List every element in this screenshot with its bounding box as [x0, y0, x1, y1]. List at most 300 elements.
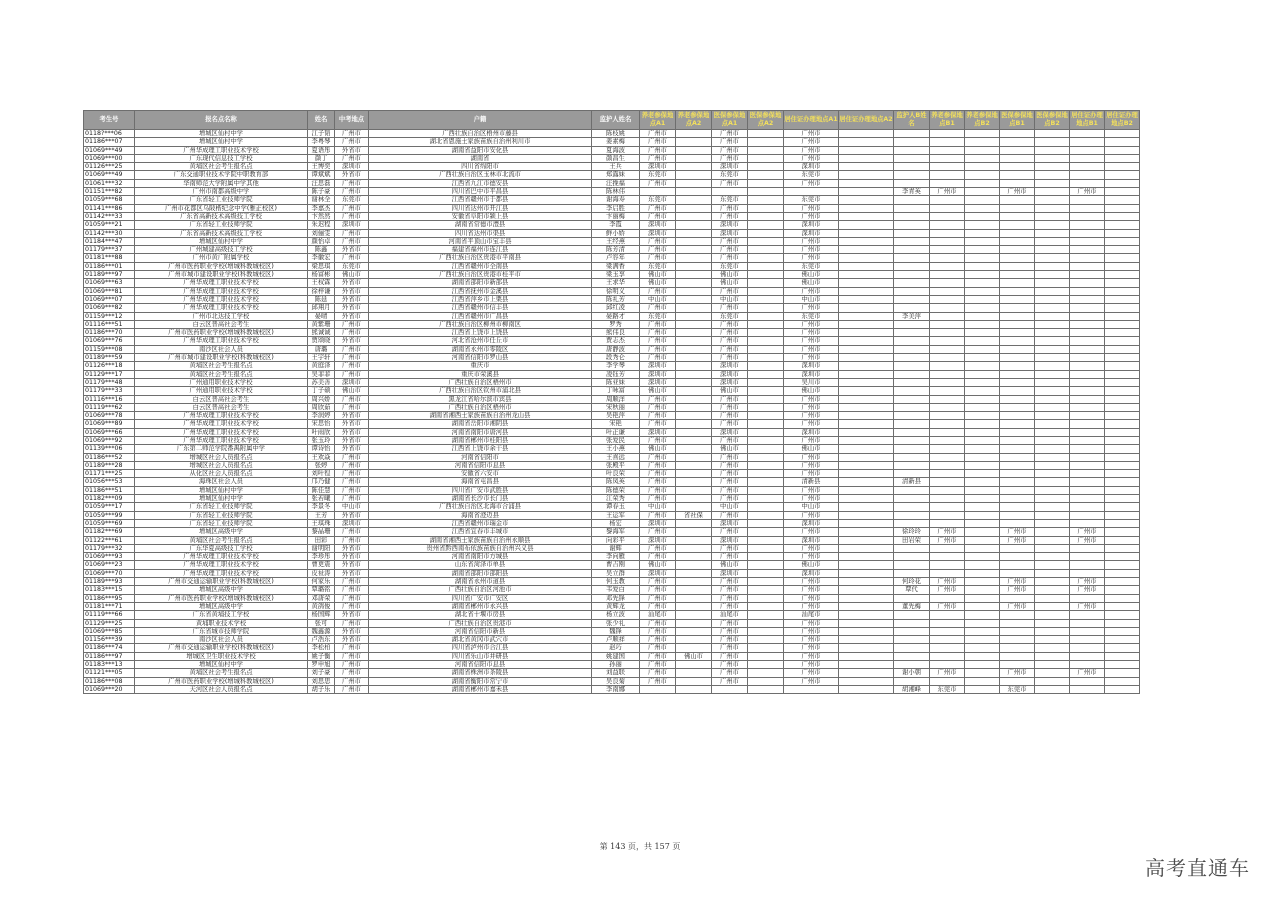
table-cell: 叶雨欣	[308, 428, 335, 436]
table-cell	[965, 362, 1000, 370]
table-cell: 外省市	[335, 337, 369, 345]
table-cell: 广州市	[640, 179, 676, 187]
table-cell	[839, 271, 894, 279]
table-cell	[1035, 519, 1070, 527]
table-cell	[748, 221, 784, 229]
table-cell	[712, 188, 748, 196]
table-cell	[1070, 204, 1105, 212]
table-cell: 邱红凌	[592, 304, 640, 312]
table-cell	[1105, 519, 1140, 527]
table-cell: 谢林全	[308, 196, 335, 204]
table-cell	[1070, 130, 1105, 138]
table-cell: 湖南省郴州市永兴县	[369, 602, 592, 610]
table-cell: 广州市	[335, 685, 369, 693]
table-cell	[1070, 420, 1105, 428]
table-cell	[1035, 179, 1070, 187]
table-cell: 邱翔月	[308, 304, 335, 312]
table-cell: 张可	[308, 619, 335, 627]
table-cell	[894, 337, 930, 345]
table-cell	[839, 171, 894, 179]
table-cell: 胡子乐	[308, 685, 335, 693]
table-row	[84, 519, 1140, 527]
table-cell	[839, 362, 894, 370]
table-cell: 东莞市	[930, 685, 965, 693]
table-cell	[784, 685, 839, 693]
table-cell	[839, 354, 894, 362]
table-cell	[1000, 594, 1035, 602]
table-cell: 广州市	[1000, 528, 1035, 536]
table-cell	[676, 478, 712, 486]
table-cell	[676, 436, 712, 444]
table-cell	[965, 586, 1000, 594]
table-cell	[930, 146, 965, 154]
table-cell	[839, 370, 894, 378]
table-cell	[676, 428, 712, 436]
table-cell: 01189***28	[84, 461, 135, 469]
table-cell: 广州市	[930, 669, 965, 677]
table-cell: 四川省乐山市井研县	[369, 652, 592, 660]
table-cell: 陈凤英	[592, 478, 640, 486]
table-cell: 广州市	[784, 254, 839, 262]
table-cell	[748, 354, 784, 362]
table-cell	[1105, 685, 1140, 693]
table-cell	[930, 254, 965, 262]
table-row	[84, 445, 1140, 453]
table-cell: 广州市	[712, 395, 748, 403]
table-cell	[1000, 329, 1035, 337]
table-cell	[839, 163, 894, 171]
table-cell: 深圳市	[712, 229, 748, 237]
column-header: 居住证办理地点A2	[839, 111, 894, 130]
table-cell: 外省市	[335, 636, 369, 644]
table-cell	[1105, 536, 1140, 544]
table-cell	[839, 204, 894, 212]
table-cell	[676, 403, 712, 411]
table-cell: 01069***82	[84, 304, 135, 312]
table-cell	[748, 569, 784, 577]
table-cell	[748, 138, 784, 146]
table-cell: 01141***86	[84, 204, 135, 212]
table-cell: 广州市	[784, 470, 839, 478]
table-cell	[676, 295, 712, 303]
table-cell	[839, 387, 894, 395]
table-cell: 广州市	[712, 619, 748, 627]
table-cell	[1035, 196, 1070, 204]
table-cell	[839, 619, 894, 627]
table-cell: 卞然然	[308, 212, 335, 220]
table-cell	[839, 212, 894, 220]
table-cell	[930, 395, 965, 403]
table-cell	[748, 586, 784, 594]
table-cell	[965, 536, 1000, 544]
table-cell	[1105, 636, 1140, 644]
table-cell	[1035, 387, 1070, 395]
table-cell	[676, 553, 712, 561]
table-cell	[965, 685, 1000, 693]
table-cell	[1070, 154, 1105, 162]
table-cell	[676, 204, 712, 212]
table-cell: 姚子衡	[308, 652, 335, 660]
table-cell	[894, 395, 930, 403]
table-cell: 广州市	[784, 553, 839, 561]
table-cell	[1105, 179, 1140, 187]
table-cell: 李向雁	[592, 553, 640, 561]
table-cell: 广东省黄埔技工学校	[135, 611, 308, 619]
table-cell: 广西壮族自治区贵港市平南县	[369, 254, 592, 262]
table-cell	[1070, 312, 1105, 320]
table-cell	[894, 428, 930, 436]
table-cell	[748, 669, 784, 677]
table-cell: 罗申旭	[308, 661, 335, 669]
table-cell	[1000, 420, 1035, 428]
table-cell	[894, 329, 930, 337]
table-cell: 广州市	[784, 146, 839, 154]
table-cell: 01129***25	[84, 619, 135, 627]
table-cell: 外省市	[335, 304, 369, 312]
table-cell	[1070, 329, 1105, 337]
table-cell	[1035, 428, 1070, 436]
table-cell	[930, 420, 965, 428]
table-cell: 广州市	[335, 154, 369, 162]
table-cell	[676, 237, 712, 245]
table-cell	[1105, 229, 1140, 237]
table-cell: 深圳市	[640, 569, 676, 577]
table-cell: 广州市	[335, 403, 369, 411]
table-cell	[712, 685, 748, 693]
table-cell	[1035, 611, 1070, 619]
table-cell: 李霞	[592, 221, 640, 229]
table-cell: 广州市	[930, 536, 965, 544]
table-cell	[1035, 403, 1070, 411]
table-cell	[1035, 528, 1070, 536]
table-cell: 湖南省永州市道县	[369, 578, 592, 586]
table-cell	[930, 594, 965, 602]
table-cell: 佛山市	[784, 271, 839, 279]
table-cell: 0118?***06	[84, 130, 135, 138]
table-cell	[965, 669, 1000, 677]
table-cell: 四川省绵阳市	[369, 163, 592, 171]
table-cell	[676, 669, 712, 677]
table-cell	[1105, 420, 1140, 428]
table-cell: 颜丁	[308, 154, 335, 162]
table-cell: 广州市	[712, 594, 748, 602]
table-cell: 海珠区社会人员	[135, 478, 308, 486]
table-cell: 01159***12	[84, 312, 135, 320]
table-cell	[1070, 378, 1105, 386]
table-cell: 广州市	[335, 486, 369, 494]
table-row	[84, 154, 1140, 162]
table-row	[84, 262, 1140, 270]
table-cell	[676, 287, 712, 295]
table-cell: 广州华成理工职业技术学校	[135, 279, 308, 287]
table-cell: 广州市	[784, 436, 839, 444]
table-row	[84, 528, 1140, 536]
table-row	[84, 188, 1140, 196]
table-cell: 01059***69	[84, 519, 135, 527]
table-cell	[965, 271, 1000, 279]
table-cell: 中山市	[335, 503, 369, 511]
table-cell	[1035, 378, 1070, 386]
table-cell	[930, 337, 965, 345]
table-cell: 增城区仙村中学	[135, 138, 308, 146]
table-cell: 01069***07	[84, 295, 135, 303]
table-cell: 深圳市	[712, 428, 748, 436]
table-cell: 熊诚诚	[308, 329, 335, 337]
table-cell	[965, 602, 1000, 610]
table-cell	[1070, 661, 1105, 669]
table-cell: 广州市	[335, 602, 369, 610]
table-cell	[1105, 188, 1140, 196]
table-cell	[1070, 387, 1105, 395]
table-cell	[1105, 602, 1140, 610]
table-cell: 01189***93	[84, 578, 135, 586]
table-cell	[676, 387, 712, 395]
table-cell	[748, 329, 784, 337]
table-cell	[965, 229, 1000, 237]
table-cell: 晏路才	[592, 312, 640, 320]
table-cell	[1105, 445, 1140, 453]
table-cell	[1105, 387, 1140, 395]
column-header: 户籍	[369, 111, 592, 130]
table-cell: 01159***08	[84, 345, 135, 353]
table-row	[84, 428, 1140, 436]
table-cell: 湖北省黄冈市武穴市	[369, 636, 592, 644]
table-cell: 广州市	[712, 478, 748, 486]
table-cell: 广州市城市建设职业学校(科教城校区)	[135, 271, 308, 279]
table-cell	[894, 237, 930, 245]
table-cell	[930, 511, 965, 519]
table-cell: 河南省信阳市罗山县	[369, 354, 592, 362]
table-cell	[1035, 395, 1070, 403]
table-cell: 广州市	[335, 212, 369, 220]
table-row	[84, 578, 1140, 586]
table-cell: 凌钰芳	[592, 370, 640, 378]
table-cell	[1105, 304, 1140, 312]
table-cell: 01069***23	[84, 561, 135, 569]
table-row	[84, 636, 1140, 644]
table-cell	[965, 378, 1000, 386]
table-cell	[640, 685, 676, 693]
table-cell	[676, 569, 712, 577]
table-cell	[839, 287, 894, 295]
table-cell: 广州城建高级技工学校	[135, 246, 308, 254]
table-cell	[1000, 295, 1035, 303]
table-row	[84, 196, 1140, 204]
table-cell	[748, 528, 784, 536]
table-row	[84, 395, 1140, 403]
table-cell: 江西省上饶市上饶县	[369, 329, 592, 337]
table-cell: 向彩平	[592, 536, 640, 544]
table-cell: 01056***53	[84, 478, 135, 486]
table-cell: 湖南省永州市零陵区	[369, 345, 592, 353]
table-cell: 广州市	[335, 644, 369, 652]
table-cell: 广东省轻工业技师学院	[135, 503, 308, 511]
table-cell	[1070, 644, 1105, 652]
table-cell: 广州市	[335, 138, 369, 146]
table-cell	[930, 478, 965, 486]
table-cell	[748, 495, 784, 503]
table-cell: 华南师范大学附属中学其他	[135, 179, 308, 187]
table-row	[84, 403, 1140, 411]
table-cell: 广州华成理工职业技术学校	[135, 561, 308, 569]
table-cell: 清新县	[894, 478, 930, 486]
table-cell: 周欣茹	[308, 403, 335, 411]
table-cell	[1000, 163, 1035, 171]
table-cell: 广州市	[784, 354, 839, 362]
table-cell	[676, 611, 712, 619]
table-cell: 广州市医药职业学校(增城科教城校区)	[135, 329, 308, 337]
table-cell: 外省市	[335, 312, 369, 320]
table-cell	[748, 445, 784, 453]
table-cell: 广西壮族自治区玉林市北流市	[369, 171, 592, 179]
table-cell: 卢浩东	[308, 636, 335, 644]
table-row	[84, 163, 1140, 171]
table-cell: 黄庭泽	[308, 362, 335, 370]
table-cell	[1105, 453, 1140, 461]
table-cell	[1035, 685, 1070, 693]
table-cell: 广州市	[712, 138, 748, 146]
column-header: 姓名	[308, 111, 335, 130]
table-cell	[894, 295, 930, 303]
table-cell: 01069***85	[84, 627, 135, 635]
table-row	[84, 212, 1140, 220]
table-row	[84, 669, 1140, 677]
table-cell: 何玲花	[894, 578, 930, 586]
table-row	[84, 478, 1140, 486]
column-header: 医保参保地点A1	[712, 111, 748, 130]
table-row	[84, 254, 1140, 262]
table-cell	[839, 337, 894, 345]
table-cell: 01186***74	[84, 644, 135, 652]
table-cell	[1070, 354, 1105, 362]
table-cell: 广西壮族自治区钦州市浦北县	[369, 387, 592, 395]
table-cell	[894, 171, 930, 179]
table-cell	[676, 370, 712, 378]
table-cell: 杨立波	[592, 611, 640, 619]
table-cell	[1070, 146, 1105, 154]
table-cell	[1035, 362, 1070, 370]
table-cell	[930, 486, 965, 494]
table-cell	[1000, 212, 1035, 220]
table-cell	[1070, 569, 1105, 577]
table-cell	[1000, 378, 1035, 386]
table-cell	[965, 495, 1000, 503]
table-cell	[676, 163, 712, 171]
table-cell: 01186***08	[84, 677, 135, 685]
column-header: 居住证办理地点A1	[784, 111, 839, 130]
table-cell	[1035, 212, 1070, 220]
table-cell	[894, 138, 930, 146]
table-cell: 夏海波	[592, 146, 640, 154]
table-cell	[676, 362, 712, 370]
table-cell	[640, 188, 676, 196]
table-cell	[839, 146, 894, 154]
table-cell: 广州市	[784, 304, 839, 312]
table-cell: 广州市	[784, 486, 839, 494]
table-cell: 01179***48	[84, 378, 135, 386]
table-cell: 广州市	[712, 669, 748, 677]
table-cell	[1035, 345, 1070, 353]
table-cell	[965, 677, 1000, 685]
table-cell: 卢顺祥	[592, 636, 640, 644]
table-cell: 刘子豪	[308, 669, 335, 677]
table-cell	[1000, 254, 1035, 262]
table-cell: 广州市	[335, 229, 369, 237]
table-cell	[839, 644, 894, 652]
table-cell	[1000, 337, 1035, 345]
table-cell: 广州市交通运输职业学校(科教城校区)	[135, 644, 308, 652]
table-cell: 深圳市	[712, 569, 748, 577]
table-cell: 深圳市	[784, 519, 839, 527]
table-cell	[1105, 279, 1140, 287]
table-row	[84, 553, 1140, 561]
table-cell	[894, 453, 930, 461]
table-cell: 佛山市	[712, 445, 748, 453]
table-cell	[1070, 138, 1105, 146]
table-cell	[894, 229, 930, 237]
table-cell: 广州市	[712, 677, 748, 685]
table-cell: 深圳市	[784, 163, 839, 171]
table-cell: 01179***37	[84, 246, 135, 254]
table-cell: 外省市	[335, 428, 369, 436]
table-cell	[676, 602, 712, 610]
table-cell	[894, 146, 930, 154]
table-cell: 广州市	[335, 354, 369, 362]
table-cell: 中山市	[784, 295, 839, 303]
table-cell	[839, 561, 894, 569]
table-cell	[839, 445, 894, 453]
table-cell	[839, 486, 894, 494]
table-cell: 广州市	[712, 578, 748, 586]
table-cell: 深圳市	[335, 221, 369, 229]
table-cell	[839, 594, 894, 602]
table-cell	[894, 262, 930, 270]
table-cell: 湖南省湘西土家族苗族自治州龙山县	[369, 412, 592, 420]
table-cell	[1070, 320, 1105, 328]
table-row	[84, 677, 1140, 685]
table-cell: 天河区社会人员报名点	[135, 685, 308, 693]
table-cell	[1035, 594, 1070, 602]
table-cell: 广州市	[335, 362, 369, 370]
table-cell	[1000, 403, 1035, 411]
table-cell	[894, 561, 930, 569]
table-cell: 山东省菏泽市单县	[369, 561, 592, 569]
table-cell	[930, 569, 965, 577]
table-cell: 广西壮族自治区梧州市	[369, 378, 592, 386]
table-cell: 广州华成理工职业技术学校	[135, 412, 308, 420]
table-cell	[965, 279, 1000, 287]
table-cell: 广州市	[712, 237, 748, 245]
table-cell: 河南省信阳市	[369, 453, 592, 461]
table-cell: 河南省平顶山市宝丰县	[369, 237, 592, 245]
table-cell: 王经燕	[592, 237, 640, 245]
table-cell: 广州华成理工职业技术学校	[135, 287, 308, 295]
table-cell	[1000, 154, 1035, 162]
table-cell	[930, 619, 965, 627]
table-cell	[1035, 453, 1070, 461]
table-cell	[1000, 661, 1035, 669]
table-cell	[676, 619, 712, 627]
table-cell	[1000, 511, 1035, 519]
table-cell: 01069***92	[84, 436, 135, 444]
table-cell: 江西省萍乡市上栗县	[369, 295, 592, 303]
table-cell: 广州市	[640, 486, 676, 494]
table-cell: 广州市	[640, 420, 676, 428]
table-cell: 广州市	[784, 154, 839, 162]
table-cell	[1105, 478, 1140, 486]
table-cell: 广州市	[335, 345, 369, 353]
table-cell	[930, 279, 965, 287]
